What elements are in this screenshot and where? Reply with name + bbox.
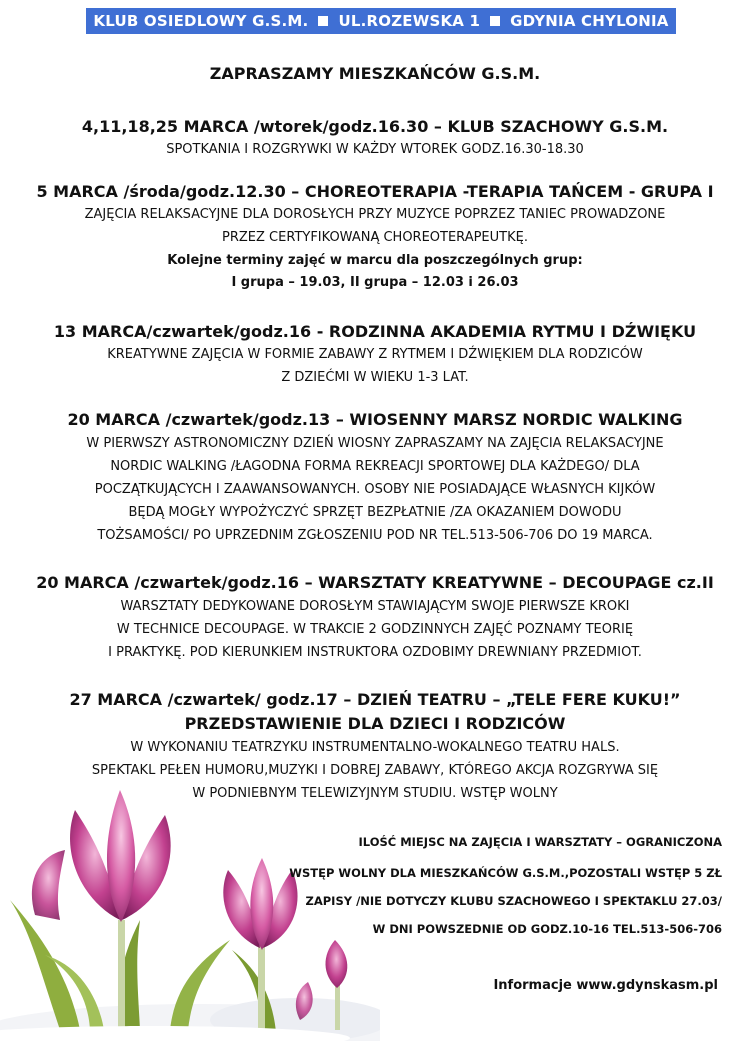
event-text: PRZEZ CERTYFIKOWANĄ CHOREOTERAPEUTKĘ. bbox=[222, 230, 528, 245]
event-text: W PIERWSZY ASTRONOMICZNY DZIEŃ WIOSNY ZAPRASZAMY NA ZAJĘCIA RELAKSACYJNE bbox=[86, 436, 664, 451]
header-address: UL.ROZEWSKA 1 bbox=[338, 12, 481, 30]
event-text: BĘDĄ MOGŁY WYPOŻYCZYĆ SPRZĘT BEZPŁATNIE /ZA OKAZANIEM DOWODU bbox=[128, 505, 622, 520]
note-line: ILOŚĆ MIEJSC NA ZAJĘCIA I WARSZTATY – OGRANICZONA bbox=[358, 835, 722, 849]
header-bar bbox=[86, 8, 676, 34]
event-text: POCZĄTKUJĄCYCH I ZAAWANSOWANYCH. OSOBY NIE POSIADAJĄCE WŁASNYCH KIJKÓW bbox=[94, 482, 656, 497]
info-website: Informacje www.gdynskasm.pl bbox=[493, 978, 718, 993]
event-title: 5 MARCA /środa/godz.12.30 – CHOREOTERAPIA -TERAPIA TAŃCEM - GRUPA I bbox=[36, 182, 714, 201]
event-text: NORDIC WALKING /ŁAGODNA FORMA REKREACJI SPORTOWEJ DLA KAŻDEGO/ DLA bbox=[110, 459, 640, 474]
invite-heading: ZAPRASZAMY MIESZKAŃCÓW G.S.M. bbox=[209, 64, 541, 83]
event-text: Kolejne terminy zajęć w marcu dla poszczególnych grup: bbox=[167, 253, 583, 268]
event-text: TOŻSAMOŚCI/ PO UPRZEDNIM ZGŁOSZENIU POD NR TEL.513-506-706 DO 19 MARCA. bbox=[97, 528, 653, 543]
event-title: 4,11,18,25 MARCA /wtorek/godz.16.30 – KLUB SZACHOWY G.S.M. bbox=[81, 117, 669, 136]
note-line: WSTĘP WOLNY DLA MIESZKAŃCÓW G.S.M.,POZOSTALI WSTĘP 5 ZŁ bbox=[289, 866, 722, 880]
event-subtitle: PRZEDSTAWIENIE DLA DZIECI I RODZICÓW bbox=[184, 714, 566, 733]
event-title: 20 MARCA /czwartek/godz.13 – WIOSENNY MARSZ NORDIC WALKING bbox=[67, 410, 683, 429]
square-bullet-icon bbox=[318, 16, 328, 26]
event-title: 13 MARCA/czwartek/godz.16 - RODZINNA AKADEMIA RYTMU I DŹWIĘKU bbox=[53, 322, 697, 341]
event-title: 20 MARCA /czwartek/godz.16 – WARSZTATY KREATYWNE – DECOUPAGE cz.II bbox=[36, 573, 714, 592]
event-text: I PRAKTYKĘ. POD KIERUNKIEM INSTRUKTORA OZDOBIMY DREWNIANY PRZEDMIOT. bbox=[108, 645, 642, 660]
event-text: SPEKTAKL PEŁEN HUMORU,MUZYKI I DOBREJ ZABAWY, KTÓREGO AKCJA ROZGRYWA SIĘ bbox=[91, 763, 659, 778]
event-text: I grupa – 19.03, II grupa – 12.03 i 26.03 bbox=[231, 275, 519, 290]
event-title: 27 MARCA /czwartek/ godz.17 – DZIEŃ TEATRU – „TELE FERE KUKU!” bbox=[69, 690, 681, 709]
event-text: SPOTKANIA I ROZGRYWKI W KAŻDY WTOREK GODZ.16.30-18.30 bbox=[166, 142, 584, 157]
header-city: GDYNIA CHYLONIA bbox=[510, 12, 669, 30]
event-text: W PODNIEBNYM TELEWIZYJNYM STUDIU. WSTĘP WOLNY bbox=[192, 786, 558, 801]
event-text: W WYKONANIU TEATRZYKU INSTRUMENTALNO-WOKALNEGO TEATRU HALS. bbox=[130, 740, 620, 755]
event-text: WARSZTATY DEDYKOWANE DOROSŁYM STAWIAJĄCYM SWOJE PIERWSZE KROKI bbox=[120, 599, 630, 614]
event-text: Z DZIEĆMI W WIEKU 1-3 LAT. bbox=[281, 370, 469, 385]
note-line: W DNI POWSZEDNIE OD GODZ.10-16 TEL.513-506-706 bbox=[372, 922, 722, 936]
event-text: W TECHNICE DECOUPAGE. W TRAKCIE 2 GODZINNYCH ZAJĘĆ POZNAMY TEORIĘ bbox=[116, 622, 634, 637]
header-club: KLUB OSIEDLOWY G.S.M. bbox=[93, 12, 309, 30]
square-bullet-icon bbox=[490, 16, 500, 26]
event-text: ZAJĘCIA RELAKSACYJNE DLA DOROSŁYCH PRZY MUZYCE POPRZEZ TANIEC PROWADZONE bbox=[84, 207, 666, 222]
event-text: KREATYWNE ZAJĘCIA W FORMIE ZABAWY Z RYTMEM I DŹWIĘKIEM DLA RODZICÓW bbox=[107, 347, 643, 362]
note-line: ZAPISY /NIE DOTYCZY KLUBU SZACHOWEGO I SPEKTAKLU 27.03/ bbox=[305, 894, 722, 908]
